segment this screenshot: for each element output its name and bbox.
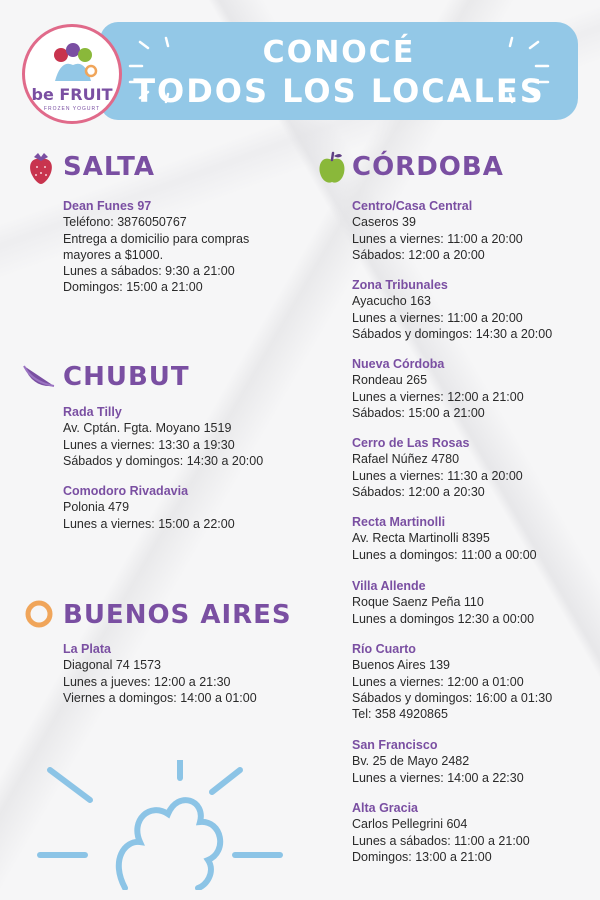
- location-name: Cerro de Las Rosas: [352, 436, 470, 450]
- location-alta-gracia: [352, 800, 530, 865]
- strawberry-icon: [26, 151, 56, 185]
- title-line-1: CONOCÉ: [262, 35, 416, 70]
- location-address: Ayacucho 163: [352, 294, 431, 309]
- location-hours: Sábados: 12:00 a 20:30: [352, 484, 485, 499]
- location-zona-tribunales: [352, 277, 552, 342]
- region-title-chubut: CHUBUT: [63, 362, 190, 392]
- apple-icon: [318, 151, 346, 185]
- location-hours: Domingos: 15:00 a 21:00: [63, 280, 203, 295]
- location-hours: Domingos: 13:00 a 21:00: [352, 849, 492, 864]
- location-address: Caseros 39: [352, 215, 416, 230]
- logo-subtitle: FROZEN YOGURT: [43, 106, 101, 112]
- location-comodoro-rivadavia: [63, 483, 235, 532]
- location-address: Av. Recta Martinolli 8395: [352, 531, 490, 546]
- location-name: Dean Funes 97: [63, 199, 152, 213]
- location-hours: Lunes a viernes: 11:00 a 20:00: [352, 231, 523, 246]
- location-name: Comodoro Rivadavia: [63, 484, 189, 498]
- location-hours: Lunes a sábados: 11:00 a 21:00: [352, 833, 530, 848]
- location-address: Roque Saenz Peña 110: [352, 595, 484, 610]
- location-hours: Lunes a domingos 12:30 a 00:00: [352, 611, 535, 626]
- location-hours: Sábados y domingos: 16:00 a 01:30: [352, 690, 553, 705]
- location-cerro-de-las-rosas: [352, 435, 523, 500]
- location-hours: Viernes a domingos: 14:00 a 01:00: [63, 690, 257, 705]
- location-delivery-cont: mayores a $1000.: [63, 247, 164, 262]
- location-hours: Sábados y domingos: 14:30 a 20:00: [352, 326, 553, 341]
- location-hours: Lunes a jueves: 12:00 a 21:30: [63, 674, 231, 689]
- location-la-plata: [63, 641, 257, 706]
- location-name: Rada Tilly: [63, 405, 122, 419]
- location-hours: Lunes a viernes: 14:00 a 22:30: [352, 770, 524, 785]
- location-centro-casa-central: [352, 198, 523, 263]
- location-name: La Plata: [63, 642, 111, 656]
- location-address: Carlos Pellegrini 604: [352, 817, 468, 832]
- orange-slice-icon: [24, 599, 54, 629]
- region-title-buenos-aires: BUENOS AIRES: [63, 600, 292, 630]
- location-name: Villa Allende: [352, 579, 426, 593]
- location-name: San Francisco: [352, 738, 438, 752]
- logo-name: be FRUIT: [31, 85, 113, 104]
- fruit-cone-logo-icon: [47, 41, 99, 83]
- location-address: Rafael Núñez 4780: [352, 452, 460, 467]
- location-hours: Lunes a viernes: 12:00 a 21:00: [352, 389, 524, 404]
- region-title-salta: SALTA: [63, 152, 155, 182]
- location-delivery: Entrega a domicilio para compras: [63, 231, 250, 246]
- location-san-francisco: [352, 737, 524, 786]
- location-hours: Lunes a domingos: 11:00 a 00:00: [352, 547, 537, 562]
- location-hours: Lunes a viernes: 15:00 a 22:00: [63, 516, 235, 531]
- frozen-yogurt-sunburst-icon: [30, 760, 290, 890]
- location-name: Alta Gracia: [352, 801, 419, 815]
- location-hours: Lunes a viernes: 11:00 a 20:00: [352, 310, 523, 325]
- title-line-2: TODOS LOS LOCALES: [133, 72, 545, 110]
- location-name: Centro/Casa Central: [352, 199, 473, 213]
- page-title: [100, 34, 578, 110]
- location-hours: Lunes a sábados: 9:30 a 21:00: [63, 264, 235, 279]
- location-hours: Sábados y domingos: 14:30 a 20:00: [63, 453, 264, 468]
- header: [0, 0, 600, 135]
- location-hours: Lunes a viernes: 12:00 a 01:00: [352, 674, 524, 689]
- location-rio-cuarto: [352, 641, 552, 722]
- location-hours: Sábados: 12:00 a 20:00: [352, 247, 485, 262]
- location-address: Polonia 479: [63, 500, 130, 515]
- location-name: Zona Tribunales: [352, 278, 448, 292]
- location-name: Recta Martinolli: [352, 515, 446, 529]
- location-nueva-cordoba: [352, 356, 524, 421]
- region-title-cordoba: CÓRDOBA: [352, 152, 504, 182]
- location-phone: Tel: 358 4920865: [352, 707, 448, 722]
- location-address: Rondeau 265: [352, 373, 428, 388]
- location-phone: Teléfono: 3876050767: [63, 215, 187, 230]
- location-hours: Sábados: 15:00 a 21:00: [352, 405, 485, 420]
- location-recta-martinolli: [352, 514, 537, 563]
- location-hours: Lunes a viernes: 11:30 a 20:00: [352, 468, 523, 483]
- watermelon-icon: [22, 362, 56, 390]
- location-hours: Lunes a viernes: 13:30 a 19:30: [63, 437, 235, 452]
- location-villa-allende: [352, 578, 534, 627]
- location-address: Av. Cptán. Fgta. Moyano 1519: [63, 421, 232, 436]
- location-address: Bv. 25 de Mayo 2482: [352, 754, 470, 769]
- title-banner: [100, 22, 578, 120]
- location-rada-tilly: [63, 404, 263, 469]
- location-name: Río Cuarto: [352, 642, 416, 656]
- location-dean-funes: [63, 198, 249, 296]
- location-address: Diagonal 74 1573: [63, 658, 161, 673]
- location-name: Nueva Córdoba: [352, 357, 445, 371]
- logo: [22, 24, 122, 124]
- location-address: Buenos Aires 139: [352, 658, 450, 673]
